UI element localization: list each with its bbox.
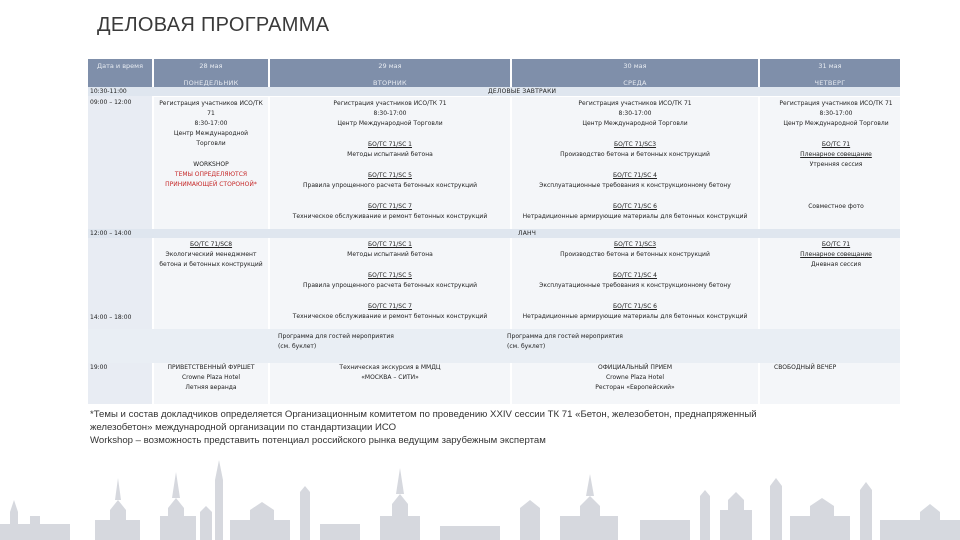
tue-sc7-desc: Техническое обслуживание и ремонт бетонных конструкций [292,213,488,220]
mon-workshop-topics: ТЕМЫ ОПРЕДЕЛЯЮТСЯ [174,171,248,178]
wed-pm-sc6: БО/ТС 71/SC 6 [612,303,658,310]
wed-guest-program-note: (см. буклет) [507,343,546,350]
thu-group-photo: Совместное фото [808,203,864,210]
mon-registration-venue: Центр Международной [173,130,249,137]
wed-reception-venue: Crowne Plaza Hotel [605,374,665,381]
mon-workshop: WORKSHOP [193,161,229,168]
wed-pm-sc3: БО/ТС 71/SC3 [613,241,657,248]
thu-registration-hours: 8:30-17:00 [819,110,853,117]
schedule-table [88,59,900,404]
wed-sc6-desc: Нетрадиционные армирующие материалы для бетонных конструкций [522,213,748,220]
mon-sc8-desc: Экологический менеджмент [165,251,257,258]
header-day-1: 28 мая ПОНЕДЕЛЬНИК [154,59,268,87]
guest-program-band [88,329,900,363]
thu-morning-session: Утренняя сессия [809,161,863,168]
header-day-4: 31 мая ЧЕТВЕРГ [760,59,900,87]
header-date-time: Дата и время [88,59,152,87]
thu-registration-venue: Центр Международной Торговли [783,120,889,127]
mon-registration-tc: 71 [207,110,215,117]
mon-reception-place: Летняя веранда [185,384,237,391]
wed-registration-hours: 8:30-17:00 [618,110,652,117]
wed-sc4: БО/ТС 71/SC 4 [612,172,658,179]
tue-technical-tour: Техническая экскурсия в ММДЦ [339,364,441,371]
evening-time: 19:00 [90,364,108,371]
footnote-line-3: Workshop – возможность представить потенциал российского рынка ведущим зарубежным экспертам [90,435,546,446]
wed-pm-sc4-desc: Эксплуатационные требования к конструкционному бетону [539,282,731,289]
tue-pm-sc7-desc: Техническое обслуживание и ремонт бетонных конструкций [292,313,488,320]
tue-registration-venue: Центр Международной Торговли [337,120,443,127]
footnote-line-1: *Темы и состав докладчиков определяется Организационным комитетом по проведению XXIV сессии ТК 71 «Бетон, железобетон, преднапряженный [90,409,757,420]
mon-workshop-host: ПРИНИМАЮЩЕЙ СТОРОНОЙ* [165,181,257,188]
mon-sc8-desc-2: бетона и бетонных конструкций [159,261,263,268]
breakfast-label: ДЕЛОВЫЕ ЗАВТРАКИ [488,88,557,95]
thu-tc71: БО/ТС 71 [821,141,851,148]
mon-reception-venue: Crowne Plaza Hotel [181,374,241,381]
lunch-label: ЛАНЧ [518,230,537,237]
wed-sc3-desc: Производство бетона и бетонных конструкций [560,151,710,158]
thu-free-evening: СВОБОДНЫЙ ВЕЧЕР [774,364,837,371]
tue-tour-place: «МОСКВА – СИТИ» [361,374,419,381]
breakfast-time: 10:30-11:00 [90,88,127,95]
footnote-line-2: железобетон» международной организации по стандартизации ИСО [90,422,397,433]
tue-pm-sc1: БО/ТС 71/SC 1 [367,241,413,248]
thu-day-session: Дневная сессия [810,261,862,268]
morning-time: 09:00 – 12:00 [90,99,132,106]
thu-registration: Регистрация участников ИСО/ТК 71 [779,100,893,107]
tue-sc7: БО/ТС 71/SC 7 [367,203,413,210]
wed-sc3: БО/ТС 71/SC3 [613,141,657,148]
wed-registration: Регистрация участников ИСО/ТК 71 [578,100,692,107]
mon-welcome-reception: ПРИВЕТСТВЕННЫЙ ФУРШЕТ [167,364,255,371]
wed-guest-program: Программа для гостей мероприятия [507,333,623,340]
thu-pm-tc71: БО/ТС 71 [821,241,851,248]
wed-reception-place: Ресторан «Европейский» [595,384,675,391]
header-day-2: 29 мая ВТОРНИК [270,59,510,87]
lunch-time: 12:00 – 14:00 [90,230,132,237]
tue-registration-hours: 8:30-17:00 [373,110,407,117]
wed-registration-venue: Центр Международной Торговли [582,120,688,127]
tue-guest-program-note: (см. буклет) [278,343,317,350]
tue-sc5-desc: Правила упрощенного расчета бетонных конструкций [303,182,477,189]
tue-pm-sc1-desc: Методы испытаний бетона [347,251,433,258]
tue-sc1: БО/ТС 71/SC 1 [367,141,413,148]
tue-pm-sc7: БО/ТС 71/SC 7 [367,303,413,310]
tue-pm-sc5-desc: Правила упрощенного расчета бетонных конструкций [303,282,477,289]
afternoon-time: 14:00 – 18:00 [90,314,132,321]
tue-registration: Регистрация участников ИСО/ТК 71 [333,100,447,107]
tue-sc5: БО/ТС 71/SC 5 [367,172,413,179]
thu-pm-plenary: Пленарное совещание [800,251,872,258]
moscow-skyline-illustration [0,420,960,540]
page-title: ДЕЛОВАЯ ПРОГРАММА [97,14,330,36]
thu-plenary: Пленарное совещание [800,151,872,158]
tue-guest-program: Программа для гостей мероприятия [278,333,394,340]
tue-sc1-desc: Методы испытаний бетона [347,151,433,158]
wed-official-reception: ОФИЦИАЛЬНЫЙ ПРИЕМ [597,364,673,371]
mon-registration-hours: 8:30-17:00 [194,120,228,127]
wed-pm-sc4: БО/ТС 71/SC 4 [612,272,658,279]
wed-pm-sc6-desc: Нетрадиционные армирующие материалы для бетонных конструкций [522,313,748,320]
header-day-3: 30 мая СРЕДА [512,59,758,87]
wed-sc4-desc: Эксплуатационные требования к конструкционному бетону [539,182,731,189]
lunch-band [88,229,900,238]
wed-pm-sc3-desc: Производство бетона и бетонных конструкций [560,251,710,258]
wed-sc6: БО/ТС 71/SC 6 [612,203,658,210]
mon-sc8: БО/ТС 71/SC8 [189,241,233,248]
mon-registration-venue-2: Торговли [196,140,226,147]
tue-pm-sc5: БО/ТС 71/SC 5 [367,272,413,279]
mon-registration: Регистрация участников ИСО/ТК [159,100,263,107]
